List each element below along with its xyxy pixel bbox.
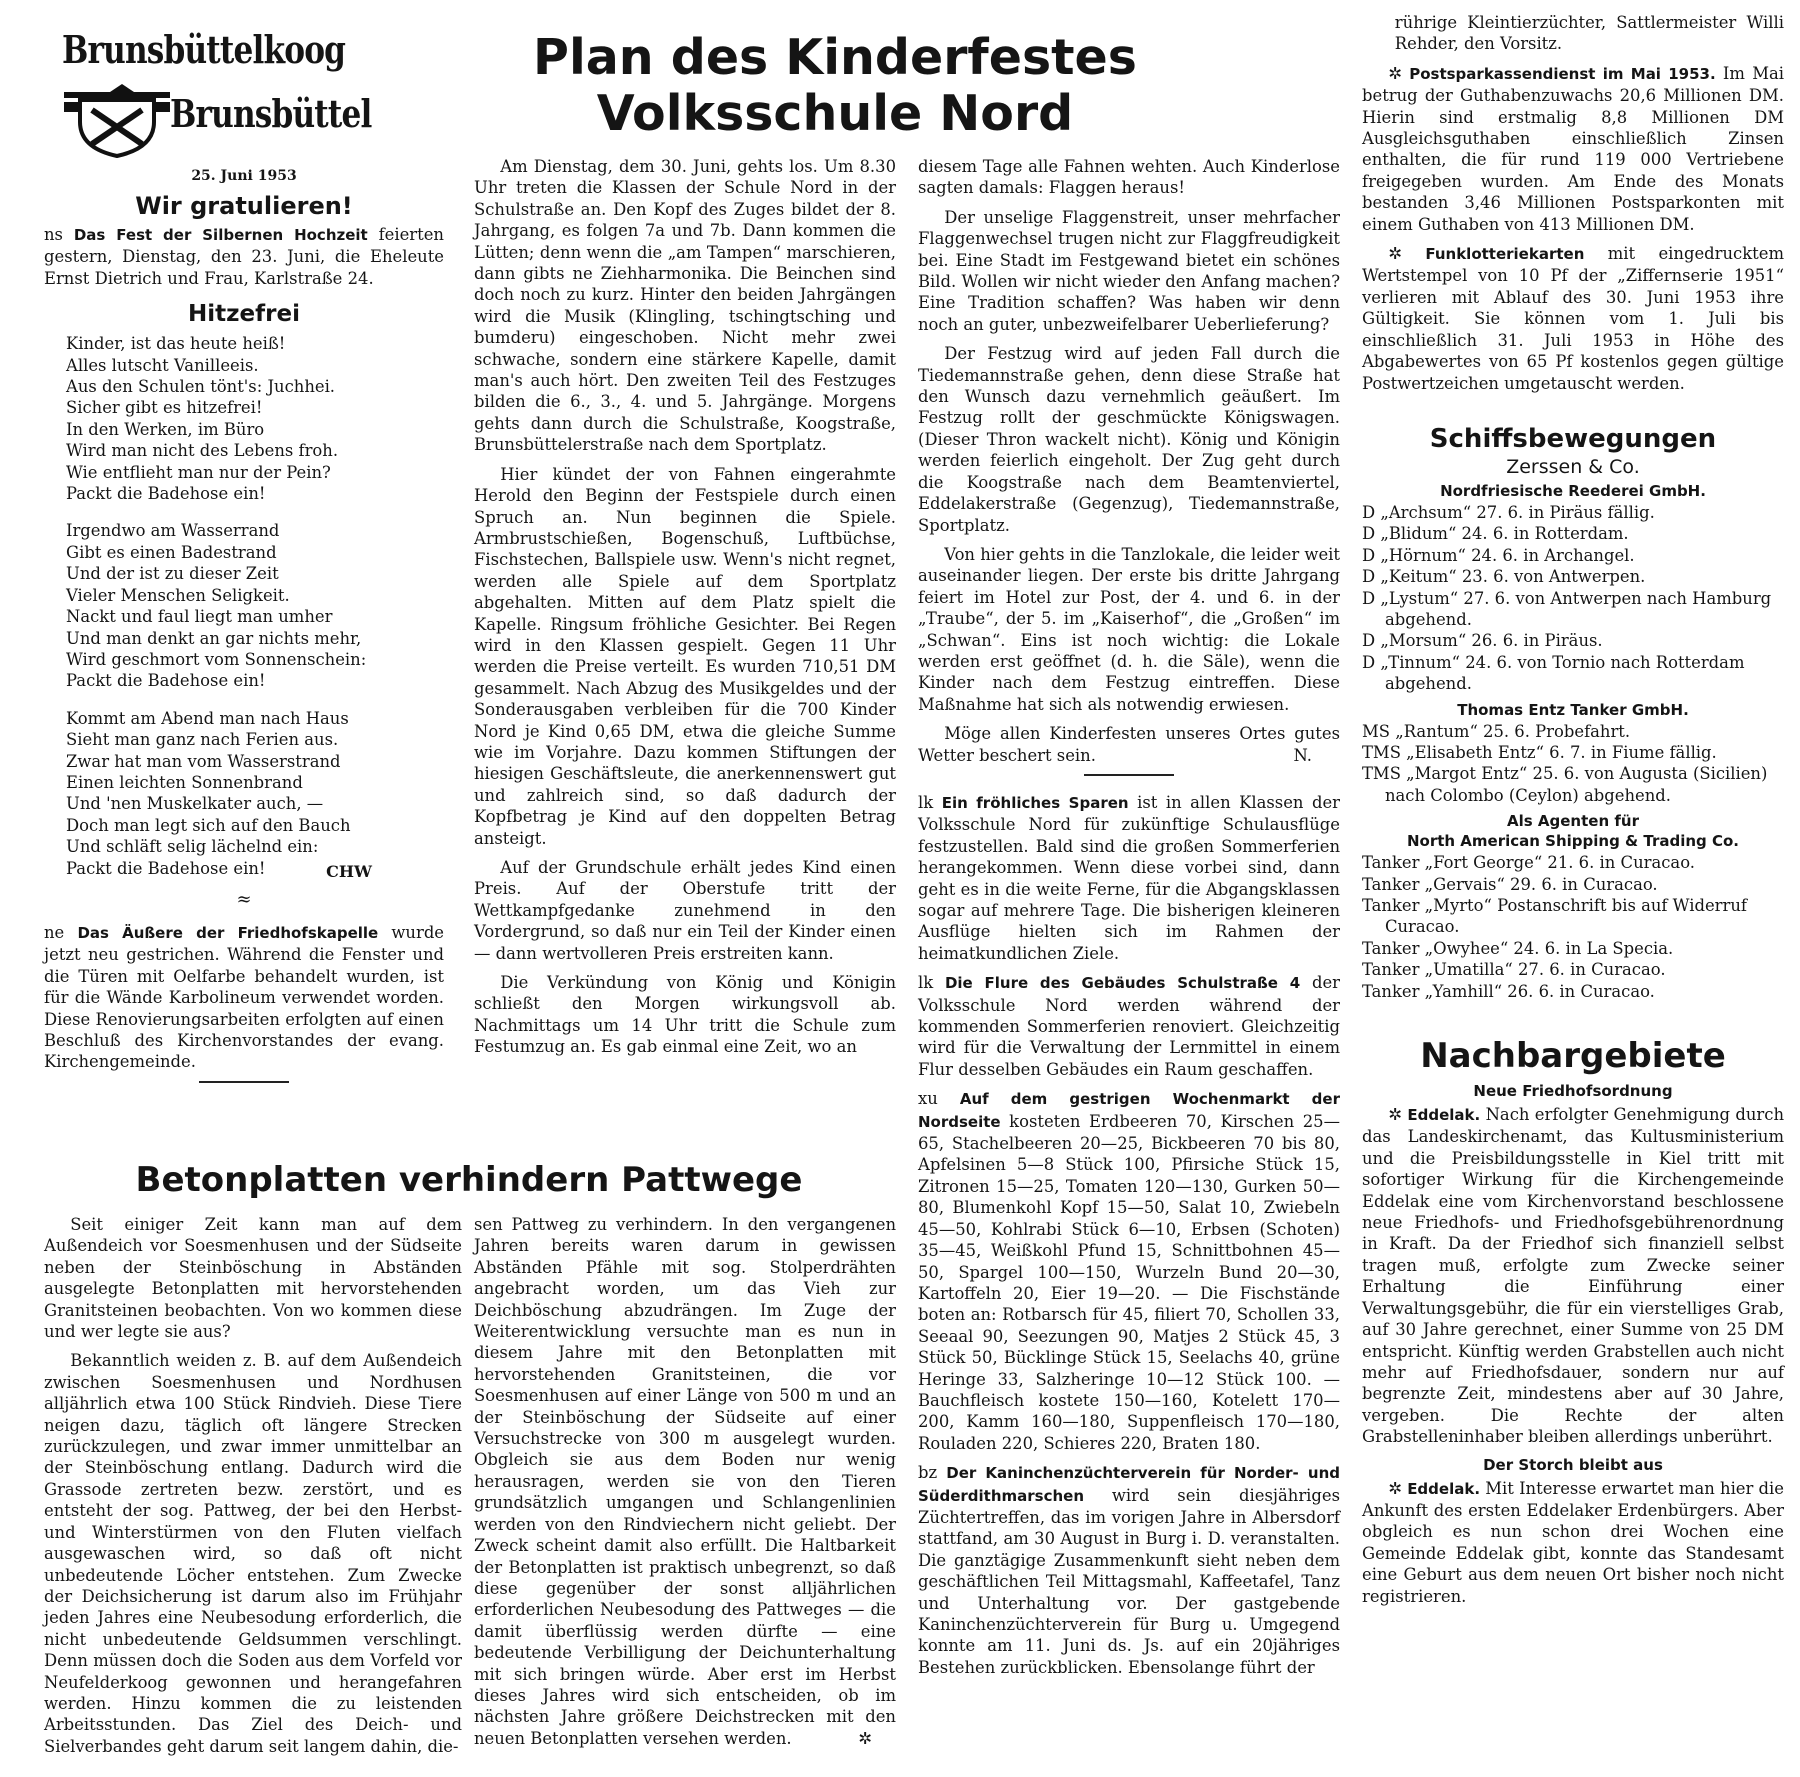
betonplatten-paragraph — [474, 1214, 896, 1749]
article-kicker: xu — [918, 1089, 938, 1109]
wochenmarkt-article — [918, 1088, 1340, 1454]
poem-line: Zwar hat man vom Wasserstrand — [66, 751, 341, 771]
divider-rule — [1084, 774, 1174, 776]
poem-line: Packt die Badehose ein! — [66, 484, 266, 504]
ornament-divider: ≈ — [236, 888, 252, 910]
article-lead: Funklotteriekarten — [1425, 245, 1585, 264]
article-kicker: bz — [918, 1463, 938, 1483]
ship-entry: D „Lystum“ 27. 6. von Antwerpen nach Hamburg abgehend. — [1362, 588, 1772, 629]
article-text: kosteten Erdbeeren 70, Kirschen 25—65, Stachelbeeren 20—25, Bickbeeren 70 bis 80, Apfelsinen 5—8 Stück 100, Pfirsiche Stück 15, Zitronen 15—25, Tomaten 120—130, Gurken 50—80, Blumenkohl Kopf 15—50, Salat 10, Zwiebeln 45—50, Kohlrabi Stück 6—10, Erbsen (Schoten) 35—45, Weißkohl Pfund 15, Schnittbohnen 45—50, Spargel 100—150, Wurzeln Bund 20—30, Kartoffeln 20, Eier 19—20. — Die Fischstände boten an: Rotbarsch für 45, filiert 70, Schollen 33, Seeaal 90, Seezungen 90, Matjes 2 Stück 45, 3 Stück 50, Bücklinge Stück 15, Seelachs 40, grüne Heringe 33, Salzheringe 10—12 Stück 100. — Bauchfleisch kostete 150—160, Kotelett 170—200, Kamm 160—180, Suppenfleisch 170—180, Rouladen 220, Schieres 220, Braten 180. — [918, 1111, 1340, 1453]
star-ornament-icon: ✲ — [858, 1728, 872, 1748]
kinderfest-paragraph — [918, 723, 1340, 766]
article-text: feierten gestern, Dienstag, den 23. Juni, die Eheleute Ernst Dietrich und Frau, Karlstraße 24. — [44, 225, 444, 288]
ship-entry: Tanker „Gervais“ 29. 6. in Curacao. — [1362, 874, 1658, 894]
closing-text: Möge allen Kinderfesten unseres Ortes gutes Wetter beschert sein. — [918, 724, 1340, 765]
article-text: sen Pattweg zu verhindern. In den vergangenen Jahren bereits waren darum in gewissen Abständen Pfähle mit sog. Stolperdrähten angebracht worden, um das Vieh zur Deichböschung abzudrängen. Im Zuge der Weiterentwicklung versuchte man es nun in diesem Jahre mit den Betonplatten mit hervorstehenden Granitsteinen, die vor Soesmenhusen auf einer Länge von 500 m und an der Steinböschung der Südseite auf einer Versuchstrecke von 300 m ausgelegt wurden. Obgleich sie aus dem Boden nur wenig herausragen, werden sie von den Tieren grundsätzlich umgangen und Schlangenlinien werden von den Rindviechern nicht geliebt. Der Zweck scheint damit also erfüllt. Die Haltbarkeit der Betonplatten ist praktisch unbegrenzt, so daß diese gegenüber der sonst alljährlichen erforderlichen Neubesodung des Pattweges — die damit überflüssig werden dürfte — eine bedeutende Verbilligung der Deichunterhaltung mit sich bringen würde. Aber erst im Herbst dieses Jahres wird sich entscheiden, ob im nächsten Jahre größere Deichstrecken mit den neuen Betonplatten versehen werden. — [474, 1215, 896, 1748]
right-column — [1362, 12, 1784, 1615]
ship-entry: Tanker „Yamhill“ 26. 6. in Curacao. — [1362, 981, 1655, 1001]
entz-heading: Thomas Entz Tanker GmbH. — [1457, 700, 1689, 719]
article-signature: N. — [1293, 745, 1312, 765]
poem-line: Wird man nicht des Lebens froh. — [66, 441, 339, 461]
main-headline-line1: Plan des Kinderfestes — [533, 29, 1137, 86]
poem-line: Nackt und faul liegt man umher — [66, 607, 333, 627]
article-text: Nach erfolgter Genehmigung durch das Landeskirchenamt, das Kultusministerium und die Preisbildungsstelle in Kiel tritt mit sofortiger Wirkung für die Kirchengemeinde Eddelak eine vom Kirchenvorstand beschlossene neue Friedhofs- und Friedhofsgebührenordnung in Kraft. Da der Friedhof sich finanziell selbst tragen muß, erfolgte zum Zwecke seiner Erhaltung die Einführung einer Verwaltungsgebühr, die für ein vierstelliges Grab, auf 30 Jahre gerechnet, einer Summe von 25 DM entspricht. Künftig werden Grabstellen auch nicht mehr auf Friedhofsdauer, sondern nur auf begrenzte Zeit, mindestens aber auf 30 Jahre, vergeben. Die Rechte der alten Grabstelleninhaber bleiben allerdings unberührt. — [1362, 1105, 1785, 1447]
ship-entry: D „Blidum“ 24. 6. in Rotterdam. — [1362, 524, 1629, 544]
friedhofsordnung-article — [1362, 1104, 1784, 1448]
storch-heading: Der Storch bleibt aus — [1483, 1455, 1663, 1474]
article-lead: Eddelak. — [1407, 1106, 1481, 1125]
agent-heading: Als Agenten für — [1507, 812, 1639, 831]
poem-line: Irgendwo am Wasserrand — [66, 521, 280, 541]
poem-line: Und 'nen Muskelkater auch, — — [66, 794, 324, 814]
article-text: wurde jetzt neu gestrichen. Während die Fenster und die Türen mit Oelfarbe behandelt wurden, ist für die Wände Karbolineum verwendet worden. Diese Renovierungsarbeiten erfolgten auf einen Beschluß des Kirchenvorstandes der evang. Kirchengemeinde. — [44, 922, 445, 1072]
article-text: wird sein diesjähriges Züchtertreffen, das im vorigen Jahre in Albersdorf stattfand, am 30 August in Burg i. D. veranstalten. Die ganztägige Zusammenkunft sieht neben dem geschäftlichen Teil Mittagsmahl, Kaffeetafel, Tanz und Unterhaltung vor. Der gastgebende Kaninchenzüchterverein für Burg u. Umgegend konnte am 11. Juni ds. Js. auf ein 20jähriges Bestehen zurückblicken. Ebensolange führt der — [918, 1485, 1340, 1677]
ship-entry: D „Morsum“ 26. 6. in Piräus. — [1362, 631, 1603, 651]
kinderfest-paragraph: Von hier gehts in die Tanzlokale, die leider weit auseinander liegen. Der erste bis dritte Jahrgang feiert im Hotel zur Post, der 4. und 6. in der „Traube“, der 5. im „Kaiserhof“, die „Großen“ im „Schwan“. Eins ist noch wichtig: die Lokale werden erst geöffnet (d. h. die Säle), wenn die Kinder nach dem Festzug eintreffen. Diese Maßnahme hat sich als notwendig erwiesen. — [918, 544, 1340, 714]
article-kicker: lk — [918, 792, 934, 812]
postsparkasse-article — [1362, 63, 1784, 235]
nachbar-heading: Nachbargebiete — [1420, 1036, 1726, 1077]
reederei-heading: Nordfriesische Reederei GmbH. — [1440, 481, 1706, 500]
kinderfest-column-2 — [918, 156, 1340, 1686]
poem-line: In den Werken, im Büro — [66, 419, 265, 439]
poem-stanza — [66, 708, 444, 879]
kinderfest-column-1 — [474, 156, 896, 1066]
storch-article — [1362, 1478, 1784, 1607]
poem-stanza — [66, 520, 444, 691]
poem-author: CHW — [326, 862, 372, 881]
kinderfest-paragraph: diesem Tage alle Fahnen wehten. Auch Kinderlose sagten damals: Flaggen heraus! — [918, 157, 1340, 198]
kaninchen-article — [918, 1462, 1340, 1678]
ship-entry: Tanker „Umatilla“ 27. 6. in Curacao. — [1362, 960, 1666, 980]
poem-line: Sieht man ganz nach Ferien aus. — [66, 730, 339, 750]
ship-entry: MS „Rantum“ 25. 6. Probefahrt. — [1362, 721, 1631, 741]
article-lead: Das Äußere der Friedhofskapelle — [77, 923, 379, 942]
poem-line: Wie entflieht man nur der Pein? — [66, 462, 331, 482]
ship-entry: Tanker „Owyhee“ 24. 6. in La Specia. — [1362, 938, 1674, 958]
article-lead: Eddelak. — [1407, 1479, 1481, 1498]
issue-date: 25. Juni 1953 — [191, 168, 297, 184]
ship-entry: D „Hörnum“ 24. 6. in Archangel. — [1362, 545, 1635, 565]
poem-line: Einen leichten Sonnenbrand — [66, 772, 303, 792]
article-lead: Der Kaninchenzüchterverein für Norder- und Süderdithmarschen — [918, 1464, 1340, 1505]
betonplatten-column-2 — [474, 1214, 896, 1757]
masthead — [62, 26, 422, 166]
poem-stanza — [66, 333, 444, 504]
article-text: mit eingedrucktem Wertstempel von 10 Pf der „Ziffernserie 1951“ verlieren mit Ablauf des 30. Juni 1953 ihre Gültigkeit. Sie können vom 1. Juli bis einschließlich 31. Juli 1953 in Höhe des Abgabewertes von 65 Pf kostenlos gegen gültige Postwertzeichen umgetauscht werden. — [1362, 244, 1784, 393]
main-headline-line2: Volksschule Nord — [596, 85, 1074, 142]
continued-text: rührige Kleintierzüchter, Sattlermeister Willi Rehder, den Vorsitz. — [1394, 13, 1784, 54]
ship-list — [1362, 502, 1784, 695]
hitzefrei-poem — [44, 333, 444, 879]
hitzefrei-heading: Hitzefrei — [188, 301, 300, 328]
poem-line: Und der ist zu dieser Zeit — [66, 564, 279, 584]
article-kicker: lk — [918, 973, 934, 993]
article-text: der Volksschule Nord werden während der kommenden Sommerferien renoviert. Gleichzeitig wird für die Verwaltung der Lernmittel in einem Flur desselben Gebäudes ein Raum geschaffen. — [918, 973, 1340, 1079]
ship-entry: TMS „Margot Entz“ 25. 6. von Augusta (Sicilien) nach Colombo (Ceylon) abgehend. — [1362, 764, 1768, 805]
schiff-heading: Schiffsbewegungen — [1429, 423, 1717, 454]
ship-list — [1362, 852, 1784, 1002]
ornament-icon: ✲ — [1388, 244, 1426, 264]
poem-line: Wird geschmort vom Sonnenschein: — [66, 649, 367, 669]
poem-line: Vieler Menschen Seligkeit. — [66, 585, 290, 605]
article-kicker: ne — [44, 922, 65, 942]
kinderfest-paragraph: Die Verkündung von König und Königin schließt den Morgen wirkungsvoll ab. Nachmittags um 14 Uhr tritt die Schule zum Festumzug an. Es gab einmal eine Zeit, wo an — [474, 973, 896, 1057]
ornament-icon: ✲ — [1388, 63, 1410, 83]
article-lead: Auf dem gestrigen Wochenmarkt der Nordseite — [918, 1090, 1340, 1131]
article-lead: Ein fröhliches Sparen — [941, 793, 1129, 812]
article-text: Im Mai betrug der Guthabenzuwachs 20,6 Millionen DM. Hierin sind erstmalig 8,8 Millionen DM Ausgleichsguthaben einschließlich Zinsen enthalten, die für rund 119 000 Vertriebene freigegeben wurden. Am Ende des Monats bestanden 3,46 Millionen Postsparkonten mit einem Guthaben von 413 Millionen DM. — [1362, 63, 1784, 234]
kinderfest-paragraph: Hier kündet der von Fahnen eingerahmte Herold den Beginn der Festspiele durch einen Spruch an. Nun beginnen die Spiele. Armbrustschießen, Bogenschuß, Luftbüchse, Fischstechen, Ballspiele usw. Wenn's nicht regnet, werden alle Spiele auf dem Sportplatz abgehalten. Mitten auf dem Platz spielt die Kapelle. Ringsum fröhliche Gesichter. Bei Regen wird in den Klassen gespielt. Gegen 11 Uhr werden die Preise verteilt. Es wurden 710,51 DM gesammelt. Nach Abzug des Musikgeldes und der Sonderausgaben verbleiben für die 700 Kinder Nord je Kind 0,65 DM, etwa die gleiche Summe wie im Vorjahre. Dazu kommen Stiftungen der hiesigen Geschäftsleute, die anerkennenswert gut und zahlreich sind, so daß dadurch der Kopfbetrag je Kind auf den doppelten Betrag ansteigt. — [474, 464, 896, 848]
article-text: ist in allen Klassen der Volksschule Nord für zukünftige Schulausflüge festzustellen. Bald sind die großen Sommerferien herangekommen. Wenn diese vorbei sind, dann geht es in die weite Ferne, für die Abgangsklassen sogar auf mehrere Tage. Die bisherigen kleineren Ausflüge hielten sich im Rahmen der heimatkundlichen Ziele. — [918, 792, 1341, 963]
article-lead: Die Flure des Gebäudes Schulstraße 4 — [944, 974, 1301, 993]
poem-line: Aus den Schulen tönt's: Juchhei. — [66, 377, 336, 397]
poem-line: Packt die Badehose ein! — [66, 858, 266, 878]
betonplatten-paragraph: Bekanntlich weiden z. B. auf dem Außendeich zwischen Soesmenhusen und Nordhusen alljährlich etwa 100 Stück Rindvieh. Diese Tiere neigen dazu, täglich oft längere Strecken zurückzulegen, und zwar immer unmittelbar an der Steinböschung entlang. Dadurch wird die Grassode zertreten bezw. zerstört, und es entsteht der sog. Pattweg, der bei den Herbst- und Winterstürmen von den Fluten vielfach ausgewaschen wird, so daß oft nicht unbedeutende Löcher entstehen. Zum Zwecke der Deichsicherung ist darum also im Frühjahr jeden Jahres eine Neubesodung erforderlich, die nicht unbedeutende Geldsummen verschlingt. Denn müssen doch die Soden aus dem Vorfeld vor Neufelderkoog gewonnen und herangefahren werden. Hinzu kommen die zu leistenden Arbeitsstunden. Das Ziel des Deich- und Sielverbandes geht darum seit langem dahin, die- — [44, 1351, 462, 1756]
poem-line: Gibt es einen Badestrand — [66, 542, 277, 562]
betonplatten-heading: Betonplatten verhindern Pattwege — [135, 1160, 803, 1200]
ornament-icon: ✲ — [1388, 1478, 1408, 1498]
poem-line: Und man denkt an gar nichts mehr, — [66, 628, 362, 648]
funklotterie-article — [1362, 243, 1784, 394]
article-text: Mit Interesse erwartet man hier die Ankunft des ersten Eddelaker Erdenbürgers. Aber obgleich es nun schon drei Wochen eine Gemeinde Eddelak gibt, konnte das Standesamt eine Geburt aus dem neuen Ort bisher noch nicht registrieren. — [1362, 1478, 1784, 1606]
poem-line: Sicher gibt es hitzefrei! — [66, 398, 263, 418]
coat-of-arms-icon — [62, 82, 172, 158]
article-kicker: ns — [44, 225, 63, 244]
article-lead: Das Fest der Silbernen Hochzeit — [73, 226, 368, 244]
poem-line: Kommt am Abend man nach Haus — [66, 708, 349, 728]
left-column — [44, 168, 444, 1095]
poem-line: Und schläft selig lächelnd ein: — [66, 837, 319, 857]
ship-entry: Tanker „Fort George“ 21. 6. in Curacao. — [1362, 853, 1695, 873]
poem-line: Doch man legt sich auf den Bauch — [66, 815, 351, 835]
sparen-article — [918, 792, 1340, 964]
kinderfest-paragraph: Am Dienstag, dem 30. Juni, gehts los. Um 8.30 Uhr treten die Klassen der Schule Nord in der Schulstraße an. Den Kopf des Zuges bildet der 8. Jahrgang, es folgen 7a und 7b. Dann kommen die Lütten; denn wenn die „am Tampen“ marschieren, dann gibts ne Ziehharmonika. Die Beinchen sind doch noch zu kurz. Hinter den beiden Jahrgängen wird die Musik (Klingling, tschingtsching und bumderu) eingeschoben. Nicht mehr zwei schwache, sondern eine stärkere Kapelle, damit man's auch hört. Den zweiten Teil des Festzuges bilden die 6., 3., 4. und 5. Jahrgänge. Morgens gehts dann durch die Schulstraße, Koogstraße, Brunsbüttelerstraße nach dem Sportplatz. — [474, 157, 896, 455]
poem-line: Packt die Badehose ein! — [66, 671, 266, 691]
masthead-line2: Brunsbüttel — [170, 91, 372, 136]
ship-list — [1362, 721, 1784, 807]
kinderfest-paragraph: Auf der Grundschule erhält jedes Kind einen Preis. Auf der Oberstufe tritt der Wettkampfgedanke zunehmend in den Vordergrund, so daß nur ein Teil der Kinder einen — dann wertvolleren Preis erstreiten kann. — [474, 858, 896, 963]
betonplatten-paragraph: Seit einiger Zeit kann man auf dem Außendeich vor Soesmenhusen und der Südseite neben der Steinböschung in Abständen ausgelegte Betonplatten mit hervorstehenden Granitsteinen beobachten. Von wo kommen diese und wer legte sie aus? — [44, 1215, 462, 1342]
ship-entry: D „Archsum“ 27. 6. in Piräus fällig. — [1362, 502, 1655, 522]
ornament-icon: ✲ — [1388, 1105, 1408, 1125]
gratulieren-article — [44, 224, 444, 289]
poem-line: Alles lutscht Vanilleeis. — [66, 355, 259, 375]
ship-entry: Tanker „Myrto“ Postanschrift bis auf Widerruf Curacao. — [1362, 896, 1747, 937]
ship-entry: D „Keitum“ 23. 6. von Antwerpen. — [1362, 567, 1646, 587]
betonplatten-column-1 — [44, 1214, 462, 1765]
friedhof-article — [44, 922, 444, 1073]
divider-rule — [199, 1081, 289, 1083]
flure-article — [918, 972, 1340, 1080]
schiff-company: Zerssen & Co. — [1506, 455, 1640, 478]
ship-entry: D „Tinnum“ 24. 6. von Tornio nach Rotterdam abgehend. — [1362, 652, 1745, 694]
kinderfest-paragraph: Der unselige Flaggenstreit, unser mehrfacher Flaggenwechsel trugen nicht zur Flaggfreudigkeit bei. Eine Stadt im Festgewand bietet ein schönes Bild. Wollen wir nicht wieder den Anfang machen? Eine Tradition schaffen? Was haben wir denn noch an guter, unbezweifelbarer Ueberlieferung? — [918, 207, 1340, 334]
kinderfest-paragraph: Der Festzug wird auf jeden Fall durch die Tiedemannstraße gehen, denn diese Straße hat den Wunsch dazu vernehmlich geäußert. Im Festzug rollt der geschmückte Königswagen. (Dieser Thron wackelt nicht). König und Königin werden feierlich eingeholt. Der Zug geht durch die Koogstraße nach dem Beamtenviertel, Eddelakerstraße (Gegenzug), Tiedemannstraße, Sportplatz. — [918, 344, 1340, 535]
agent-company: North American Shipping & Trading Co. — [1406, 832, 1739, 851]
masthead-line1: Brunsbüttelkoog — [62, 27, 346, 72]
gratulieren-heading: Wir gratulieren! — [135, 192, 353, 220]
main-headline — [470, 30, 1200, 142]
poem-line: Kinder, ist das heute heiß! — [66, 334, 286, 354]
friedhofsordnung-heading: Neue Friedhofsordnung — [1473, 1082, 1673, 1101]
ship-entry: TMS „Elisabeth Entz“ 6. 7. in Fiume fällig. — [1362, 742, 1717, 762]
article-lead: Postsparkassendienst im Mai 1953. — [1409, 64, 1716, 83]
